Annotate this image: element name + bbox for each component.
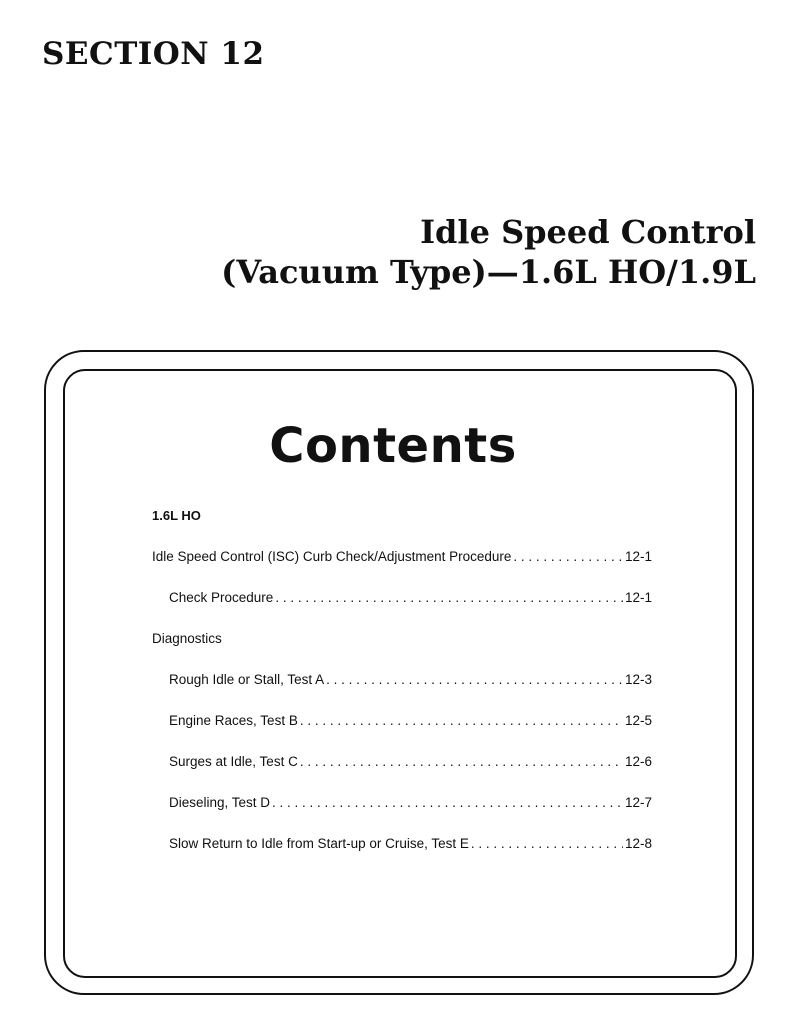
toc-entry-label: Rough Idle or Stall, Test A xyxy=(169,672,325,687)
dot-leader xyxy=(513,549,623,564)
toc-entry-test-d[interactable] xyxy=(152,795,652,815)
dot-leader xyxy=(300,713,623,728)
title-line-1: Idle Speed Control xyxy=(420,213,756,251)
toc-entry-test-c[interactable] xyxy=(152,754,652,774)
toc-entry-isc-curb-check[interactable] xyxy=(152,549,652,569)
table-of-contents xyxy=(152,508,652,877)
contents-heading: Contents xyxy=(269,418,517,474)
toc-entry-page: 12-3 xyxy=(624,672,652,687)
toc-entry-check-procedure[interactable] xyxy=(152,590,652,610)
dot-leader xyxy=(471,836,623,851)
toc-entry-page: 12-5 xyxy=(624,713,652,728)
toc-group-diagnostics: Diagnostics xyxy=(152,631,222,646)
toc-entry-label: Engine Races, Test B xyxy=(169,713,298,728)
toc-entry-label: Dieseling, Test D xyxy=(169,795,271,810)
dot-leader xyxy=(275,590,623,605)
title-line-2: (Vacuum Type)—1.6L HO/1.9L xyxy=(221,253,756,291)
toc-entry-page: 12-6 xyxy=(624,754,652,769)
toc-entry-label: Surges at Idle, Test C xyxy=(169,754,298,769)
toc-entry-test-b[interactable] xyxy=(152,713,652,733)
toc-entry-test-a[interactable] xyxy=(152,672,652,692)
toc-entry-page: 12-7 xyxy=(624,795,652,810)
dot-leader xyxy=(272,795,623,810)
toc-entry-page: 12-1 xyxy=(624,549,652,564)
toc-entry-page: 12-8 xyxy=(624,836,652,851)
toc-entry-label: Slow Return to Idle from Start-up or Cruise, Test E xyxy=(169,836,469,851)
toc-subhead: 1.6L HO xyxy=(152,508,201,523)
section-heading: SECTION 12 xyxy=(42,36,265,72)
dot-leader xyxy=(300,754,623,769)
toc-entry-page: 12-1 xyxy=(624,590,652,605)
page-title xyxy=(221,212,756,292)
toc-entry-label: Idle Speed Control (ISC) Curb Check/Adjustment Procedure xyxy=(152,549,512,564)
toc-entry-test-e[interactable] xyxy=(152,836,652,856)
toc-entry-label: Check Procedure xyxy=(169,590,274,605)
dot-leader xyxy=(326,672,623,687)
